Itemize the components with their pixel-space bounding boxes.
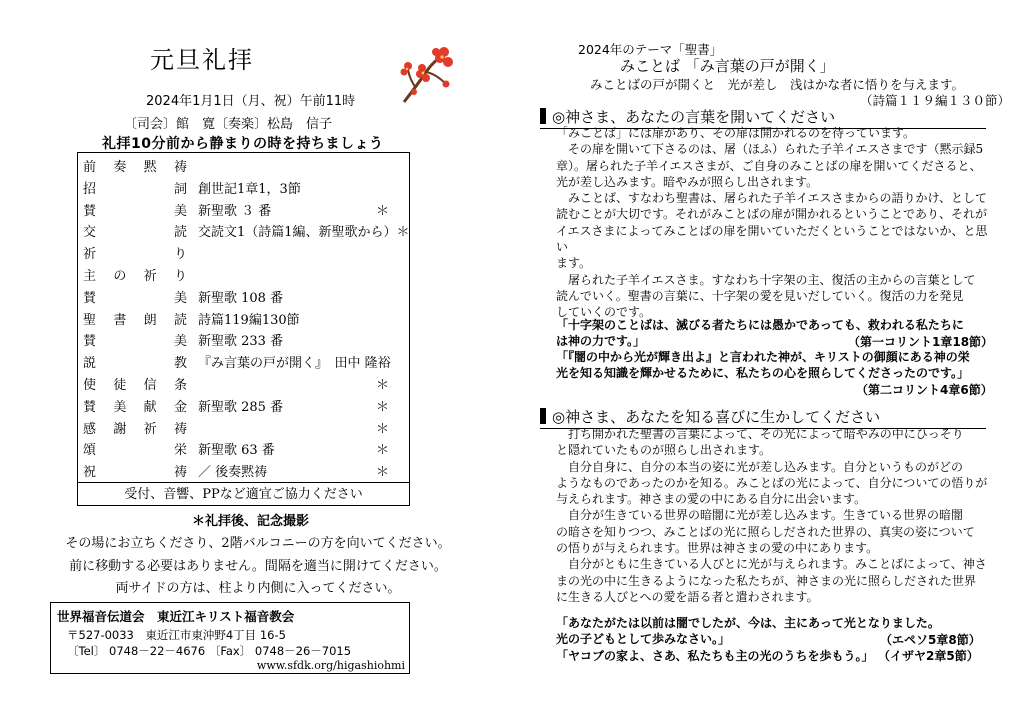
- order-item-char: 書: [113, 312, 127, 328]
- text-line: していくのです。: [556, 305, 652, 320]
- order-item-char: 黙: [143, 160, 157, 175]
- order-item-char: 信: [143, 378, 157, 393]
- order-row: [78, 330, 409, 352]
- text-line: その扉を開いて下さるのは、屠（ほふ）られた子羊イエスさまです（黙示録5: [556, 142, 984, 157]
- church-name: 世界福音伝道会 東近江キリスト福音教会: [57, 609, 295, 624]
- order-item-char: 徒: [113, 378, 127, 393]
- order-item: [83, 418, 187, 437]
- order-detail: 新聖歌 108 番: [198, 290, 284, 306]
- order-item-char: 祈: [83, 247, 97, 263]
- order-item: [83, 265, 187, 284]
- order-row: [78, 156, 409, 178]
- order-item-char: 感: [83, 421, 97, 437]
- order-row: [78, 287, 409, 309]
- order-item: [83, 461, 187, 480]
- text-line: 「あなたがたは以前は闇でしたが、今は、主にあって光となりました。: [556, 616, 940, 630]
- text-line: 屠られた子羊イエスさま。すなわち十字架の主、復活の主からの言葉として: [556, 272, 976, 287]
- order-detail: 新聖歌 285 番: [198, 399, 284, 415]
- order-item-char: 謝: [113, 421, 127, 437]
- order-item-char: 説: [83, 356, 97, 372]
- order-detail: 新聖歌 ３ 番: [198, 203, 272, 219]
- church-url[interactable]: www.sfdk.org/higashiohmi: [256, 659, 405, 672]
- order-item-char: 前: [83, 160, 97, 175]
- order-item: [83, 243, 187, 262]
- order-item: [83, 352, 187, 371]
- text-line: と隠れていたものが照らし出されます。: [556, 443, 772, 458]
- instruction-line: 前に移動する必要はありません。間隔を適当に開けてください。: [69, 559, 447, 574]
- order-item-char: 賛: [83, 203, 97, 219]
- instruction-line: その場にお立ちくださり、2階バルコニーの方を向いてください。: [65, 536, 451, 551]
- service-datetime: 2024年1月1日（月、祝）午前11時: [146, 94, 356, 109]
- church-info: [50, 602, 410, 674]
- order-item-char: 美: [173, 290, 187, 306]
- order-item-char: 賛: [83, 290, 97, 306]
- stand-mark: ＊: [376, 378, 390, 393]
- order-of-service: [77, 152, 410, 506]
- order-row: [78, 396, 409, 418]
- order-row: [78, 221, 409, 243]
- text-line: みことば、すなわち聖書は、屠られた子羊イエスさまからの語りかけ、として: [556, 191, 988, 206]
- stand-mark: ＊: [376, 443, 390, 459]
- section-1-quote: [556, 349, 986, 382]
- photo-note: ＊礼拝後、記念撮影: [192, 514, 310, 529]
- text-line: 与えられます。神さまの愛の中にある自分に出会います。: [556, 492, 867, 507]
- section-2-body: [556, 426, 996, 605]
- scripture-ref: （第一コリント1章18節）: [848, 335, 994, 349]
- order-item: [83, 396, 187, 415]
- order-detail: 新聖歌 63 番: [198, 443, 275, 459]
- order-item: [83, 221, 187, 240]
- order-item-char: 祷: [173, 465, 187, 481]
- order-item-char: 主: [83, 269, 97, 284]
- order-item-char: 祈: [143, 421, 157, 437]
- church-phone: 〔Tel〕 0748－22－4676 〔Fax〕 0748－26－7015: [67, 644, 352, 658]
- order-item-char: 読: [173, 312, 187, 328]
- text-line: 読んでいく。聖書の言葉に、十字架の愛を見いだしていく。復活の力を発見: [556, 288, 964, 303]
- text-line: 自分がともに生きている人びとに光が与えられます。みことばによって、神さ: [556, 557, 987, 572]
- order-item-char: 賛: [83, 334, 97, 350]
- section-heading-text: ◎神さま、あなたを知る喜びに生かしてください: [552, 408, 881, 426]
- order-item: [83, 200, 187, 219]
- text-line: 「『闇の中から光が輝き出よ』と言われた神が、キリストの御顔にある神の栄: [556, 350, 970, 364]
- order-row: [78, 352, 409, 374]
- church-address: 〒527-0033 東近江市東沖野4丁目 16-5: [67, 628, 286, 642]
- stand-mark: ＊: [376, 421, 390, 437]
- order-item-char: り: [173, 269, 187, 284]
- order-detail: 交読文1（詩篇1編、新聖歌から）＊: [198, 225, 410, 241]
- text-line: 光を知る知識を輝かせるために、私たちの心を照らしてくださったのです。」: [556, 366, 970, 381]
- text-line: 打ち開かれた聖書の言葉によって、その光によって暗やみの中にひっそり: [556, 427, 964, 441]
- text-line: は神の力です。」: [556, 334, 646, 349]
- scripture-ref: （第二コリント4章6節）: [856, 383, 993, 397]
- section-heading-text: ◎神さま、あなたの言葉を開いてください: [552, 108, 836, 126]
- order-item-char: 交: [83, 225, 97, 241]
- order-row: [78, 200, 409, 222]
- order-detail: 詩篇119編130節: [198, 312, 300, 328]
- heading-bar: [540, 108, 546, 124]
- order-detail: ／ 後奏黙祷: [198, 465, 268, 481]
- order-item-char: 祷: [173, 421, 187, 437]
- order-detail: 創世記1章1，3節: [198, 181, 301, 197]
- order-item-char: 美: [113, 399, 127, 415]
- order-item-char: 聖: [83, 312, 97, 328]
- order-item-char: 詞: [173, 181, 187, 197]
- heading-bar: [540, 408, 546, 424]
- order-item-char: 祝: [83, 465, 97, 481]
- order-item: [83, 178, 187, 197]
- section-1-body: [556, 125, 996, 321]
- theme-verse: みことばの戸が開くと 光が差し 浅はかな者に悟りを与えます。: [590, 77, 965, 92]
- silence-notice: 礼拝10分前から静まりの時を持ちましょう: [102, 136, 384, 152]
- order-item-char: 祷: [173, 160, 187, 175]
- order-detail: 『み言葉の戸が開く』 田中 隆裕: [198, 356, 391, 372]
- order-row: [78, 265, 409, 287]
- order-item-char: 頌: [83, 443, 97, 459]
- text-line: の悟りが与えられます。世界は神さまの愛の中にあります。: [556, 541, 879, 556]
- order-item-char: り: [173, 247, 187, 263]
- order-row: [78, 309, 409, 331]
- order-item: [83, 156, 187, 175]
- order-item-char: 美: [173, 334, 187, 350]
- order-item-char: 美: [173, 203, 187, 219]
- order-detail: 新聖歌 233 番: [198, 334, 284, 350]
- order-item-char: 栄: [173, 443, 187, 459]
- order-item-char: 祈: [143, 269, 157, 284]
- theme-label: 2024年のテーマ「聖書」: [578, 42, 723, 57]
- order-item-char: の: [113, 269, 127, 284]
- order-item-char: 招: [83, 181, 97, 197]
- order-item: [83, 287, 187, 306]
- stand-mark: ＊: [376, 399, 390, 415]
- order-row: [78, 374, 409, 396]
- plum-blossom-icon: [396, 44, 456, 106]
- text-line: イエスさまによってみことばの扉を開いていただくということではないか、と思い: [556, 223, 988, 255]
- text-line: ようなものであったのかを知る。みことばの光によって、自分についての悟りが: [556, 475, 988, 490]
- text-line: 「ヤコブの家よ、さあ、私たちも主の光のうちを歩もう。」: [556, 648, 874, 663]
- theme-ref: （詩篇１１９編１３０節）: [860, 93, 1011, 108]
- service-roles: 〔司会〕館 寛〔奏楽〕松島 信子: [124, 117, 333, 132]
- order-row: [78, 418, 409, 440]
- order-row: [78, 178, 409, 200]
- text-line: 読むことが大切です。それがみことばの扉が開かれるということであり、それが: [556, 207, 988, 222]
- order-item-char: 献: [143, 399, 157, 415]
- theme-title: みことば 「み言葉の戸が開く」: [620, 57, 835, 75]
- text-line: の暗さを知りつつ、みことばの光に照らしだされた世界の、真実の姿について: [556, 524, 975, 539]
- order-item-char: 金: [173, 399, 187, 415]
- order-item-char: 朗: [143, 312, 157, 328]
- order-item-char: 条: [173, 378, 187, 393]
- text-line: ます。: [556, 256, 592, 271]
- order-row: [78, 439, 409, 461]
- scripture-ref: （エペソ5章8節）: [880, 633, 981, 647]
- text-line: 「十字架のことばは、滅びる者たちには愚かであっても、救われる私たちに: [556, 318, 964, 332]
- text-line: 自分が生きている世界の暗闇に光が差し込みます。生きている世界の暗闇: [556, 508, 964, 523]
- stand-mark: ＊: [376, 203, 390, 219]
- order-item-char: 奏: [113, 160, 127, 175]
- text-line: に生きる人びとへの愛を語る者と遣わされます。: [556, 589, 819, 604]
- text-line: 自分自身に、自分の本当の姿に光が差し込みます。自分というものがどの: [556, 459, 964, 474]
- text-line: 光が差し込みます。暗やみが照らし出されます。: [556, 174, 819, 189]
- page-title: 元旦礼拝: [150, 46, 254, 74]
- text-line: 「みことば」には扉があり、その扉は開かれるのを待っています。: [556, 126, 916, 140]
- text-line: まの光の中に生きるようになった私たちが、神さまの光に照らしだされた世界: [556, 573, 977, 588]
- order-row: [78, 243, 409, 265]
- order-item-char: 使: [83, 378, 97, 393]
- order-footer: 受付、音響、PPなど適宜ご協力ください: [78, 482, 409, 507]
- stand-mark: ＊: [376, 465, 390, 481]
- order-item-char: 教: [173, 356, 187, 372]
- order-row: [78, 461, 409, 483]
- text-line: 光の子どもとして歩みなさい。」: [556, 632, 731, 647]
- order-item: [83, 439, 187, 458]
- order-item-char: 賛: [83, 399, 97, 415]
- text-line: 章）。屠られた子羊イエスさまが、ご自身のみことばの扉を開いてくださると、: [556, 158, 982, 173]
- instruction-line: 両サイドの方は、柱より内側に入ってください。: [115, 581, 401, 596]
- order-item: [83, 309, 187, 328]
- order-item-char: 読: [173, 225, 187, 241]
- order-item: [83, 374, 187, 393]
- order-item: [83, 330, 187, 349]
- scripture-ref: （イザヤ2章5節）: [878, 649, 979, 663]
